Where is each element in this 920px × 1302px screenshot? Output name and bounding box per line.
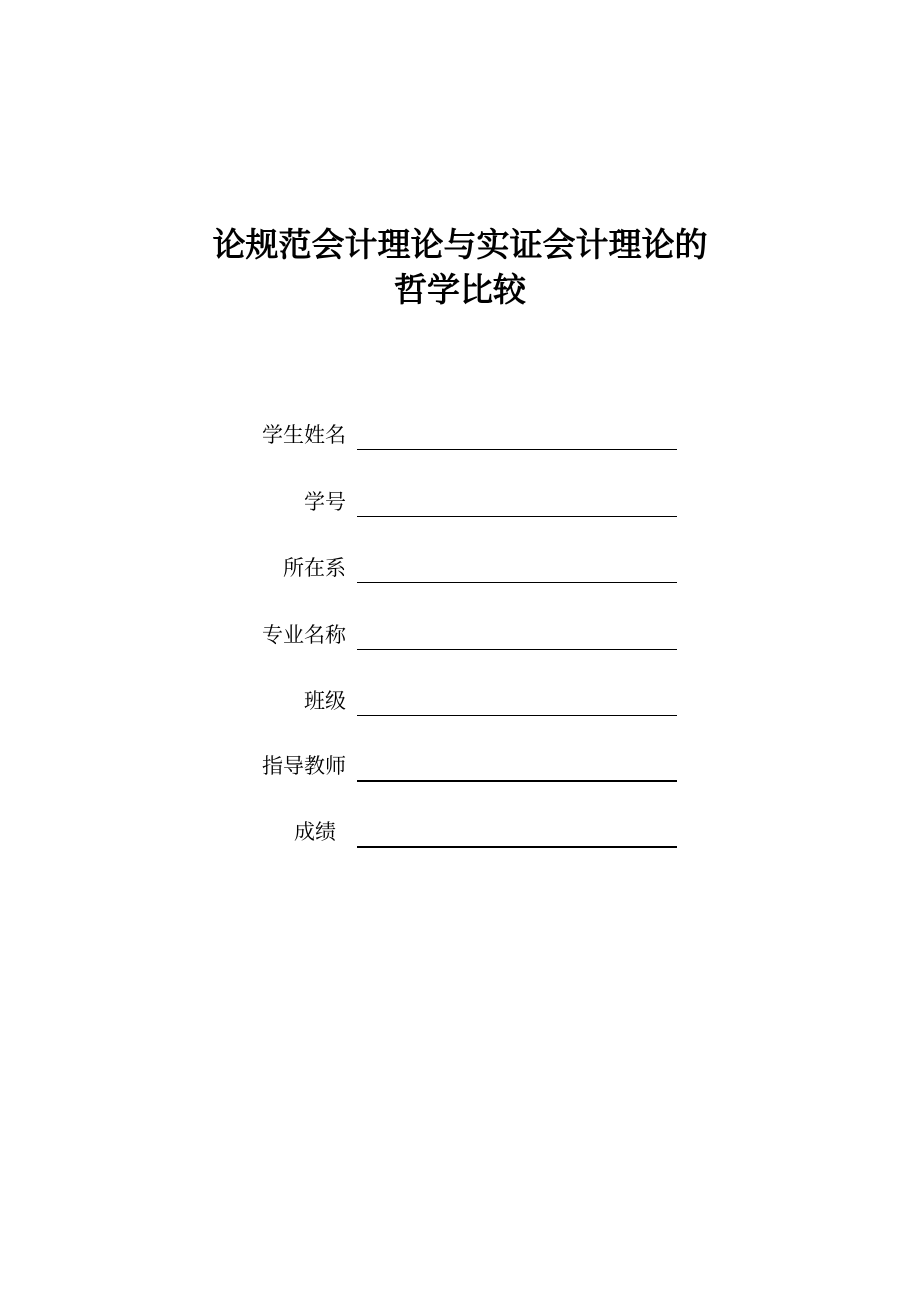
- student-id-blank[interactable]: [357, 516, 677, 517]
- department-blank[interactable]: [357, 582, 677, 583]
- class-blank[interactable]: [357, 715, 677, 716]
- field-label: 学生姓名: [262, 423, 346, 447]
- field-advisor: [0, 751, 920, 791]
- grade-blank[interactable]: [357, 846, 677, 848]
- field-major: [0, 620, 920, 660]
- field-label: 指导教师: [262, 754, 346, 778]
- field-class: [0, 686, 920, 726]
- field-student-id: [0, 487, 920, 527]
- field-label: 成绩: [294, 820, 336, 844]
- field-label: 所在系: [283, 556, 346, 580]
- student-name-blank[interactable]: [357, 449, 677, 450]
- advisor-blank[interactable]: [357, 780, 677, 782]
- field-student-name: [0, 420, 920, 460]
- field-grade: [0, 817, 920, 857]
- title-line-2: 哲学比较: [394, 270, 526, 309]
- title-line-1: 论规范会计理论与实证会计理论的: [212, 225, 708, 264]
- field-label: 学号: [304, 490, 346, 514]
- field-label: 班级: [304, 689, 346, 713]
- major-blank[interactable]: [357, 649, 677, 650]
- field-label: 专业名称: [262, 623, 346, 647]
- field-department: [0, 553, 920, 593]
